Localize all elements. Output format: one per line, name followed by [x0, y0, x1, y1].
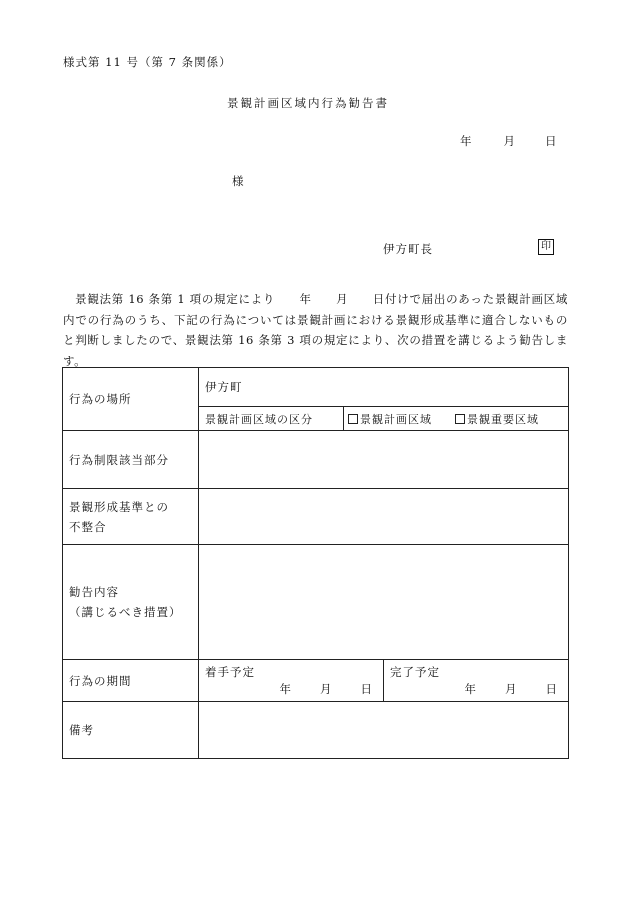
date-month: 月: [503, 134, 515, 148]
row-remarks: [63, 702, 569, 759]
end-month: 月: [505, 682, 518, 696]
area-category-options: [344, 407, 569, 431]
end-day: 日: [545, 682, 559, 696]
body-text: 景観法第 16 条第 1 項の規定により 年 月 日付けで届出のあった景観計画区域内での行為のうち、下記の行為については景観計画における景観形成基準に適合しないものと判断しましたので、景観法第 16 条第 3 項の規定により、次の措置を講じるよう勧告します。: [63, 292, 568, 368]
seal-mark: 印: [538, 239, 554, 255]
row-restricted-part: [63, 431, 569, 489]
recommendation-label-line2: （講じるべき措置）: [69, 605, 182, 619]
checkbox-landscape-plan-area[interactable]: [348, 414, 358, 424]
period-end-date: [465, 681, 559, 697]
nonconformity-label-line1: 景観形成基準との: [69, 499, 169, 514]
start-month: 月: [320, 682, 333, 696]
nonconformity-label: [63, 489, 199, 545]
row-period: [63, 660, 569, 702]
remarks-label: 備考: [63, 702, 199, 759]
period-label: 行為の期間: [63, 660, 199, 702]
location-label: 行為の場所: [63, 368, 199, 431]
date-day: 日: [545, 134, 557, 148]
period-end[interactable]: [384, 660, 569, 702]
end-year: 年: [464, 682, 478, 696]
recommendation-form-table: [62, 367, 569, 759]
row-nonconformity: [63, 489, 569, 545]
restricted-part-label: 行為制限該当部分: [63, 431, 199, 489]
location-town: 伊方町: [199, 368, 569, 407]
issue-date: [460, 133, 557, 149]
row-recommendation: [63, 545, 569, 660]
date-year: 年: [460, 134, 472, 148]
document-title: 景観計画区域内行為勧告書: [227, 96, 389, 110]
row-location: [63, 368, 569, 407]
nonconformity-label-line2: 不整合: [69, 519, 107, 534]
recommendation-value[interactable]: [199, 545, 569, 660]
area-category-label: 景観計画区域の区分: [199, 407, 344, 431]
nonconformity-value[interactable]: [199, 489, 569, 545]
recommendation-label: [63, 545, 199, 660]
issuer-name: 伊方町長: [383, 242, 433, 256]
body-paragraph: [63, 289, 568, 371]
option-landscape-plan-area: 景観計画区域: [360, 412, 432, 426]
remarks-value[interactable]: [199, 702, 569, 759]
recommendation-label-line1: 勧告内容: [69, 585, 119, 599]
restricted-part-value[interactable]: [199, 431, 569, 489]
option-important-landscape-area: 景観重要区域: [467, 412, 539, 426]
period-start-label: 着手予定: [205, 665, 255, 679]
checkbox-important-landscape-area[interactable]: [455, 414, 465, 424]
period-start[interactable]: [199, 660, 384, 702]
start-day: 日: [360, 682, 373, 696]
period-end-label: 完了予定: [390, 665, 440, 679]
start-year: 年: [279, 682, 292, 696]
recipient-honorific: 様: [232, 174, 244, 188]
form-number: 様式第 11 号（第 7 条関係）: [63, 55, 232, 69]
period-start-date: [280, 681, 374, 697]
